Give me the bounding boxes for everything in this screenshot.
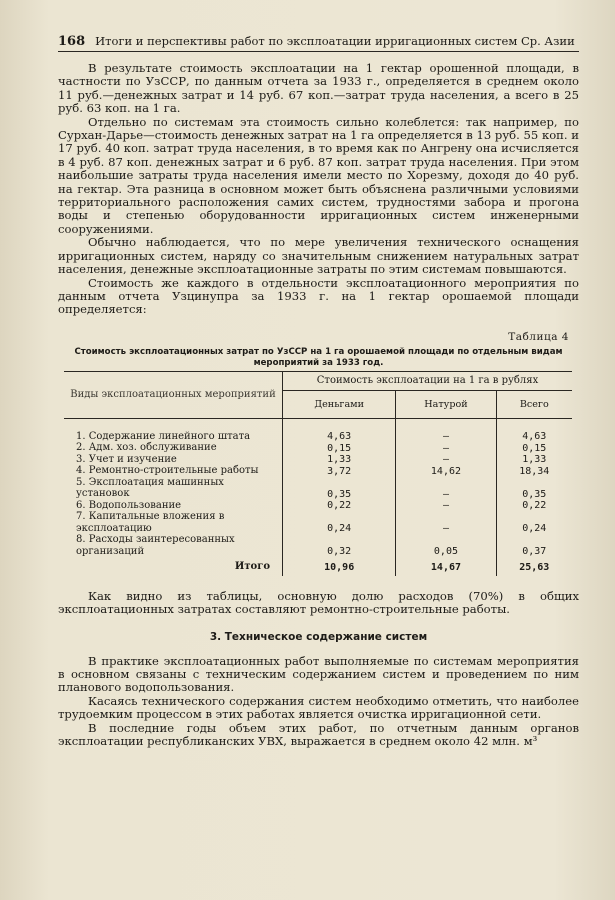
cell-total: 0,37 (496, 534, 572, 557)
body-text-after-table (58, 590, 579, 617)
cell-kind: — (396, 418, 496, 442)
paragraph: Касаясь технического содержания систем необходимо отметить, что наиболее трудоемким процессом в этих работах является очистка ирригационной сети. (58, 693, 579, 722)
cell-total: 0,35 (496, 477, 572, 500)
paragraph: Обычно наблюдается, что по мере увеличения технического оснащения ирригационных систем, наряду со значительным снижением натуральных затрат населения, денежные эксплоатационные затраты по этим системам повышаются. (58, 235, 579, 277)
cell-money: 0,35 (283, 477, 396, 500)
body-text-top (58, 62, 579, 317)
col-header-money: Деньгами (283, 390, 396, 418)
total-label: Итого (234, 561, 270, 573)
cell-kind: 14,62 (396, 465, 496, 477)
cell-total: 0,22 (496, 500, 572, 512)
table-total-row (64, 557, 572, 576)
row-label: 5. Эксплоатация машинных установок (76, 476, 224, 500)
row-label: 6. Водопользование (76, 499, 182, 511)
cell-total: 18,34 (496, 465, 572, 477)
table-row (64, 442, 572, 454)
running-header (58, 34, 579, 52)
cell-total: 0,24 (496, 511, 572, 534)
cell-total: 4,63 (496, 418, 572, 442)
table-row (64, 534, 572, 557)
cell-kind: — (396, 500, 496, 512)
cost-table (64, 371, 572, 576)
paragraph: Стоимость же каждого в отдельности эксплоатационного мероприятия по данным отчета Узцинупра за 1933 г. на 1 гектар орошаемой площади определяется: (58, 275, 579, 317)
cell-kind: 0,05 (396, 534, 496, 557)
table-row (64, 477, 572, 500)
col-header-total: Всего (496, 390, 572, 418)
col-header-activity: Виды эксплоатационных мероприятий (64, 371, 283, 418)
cell-kind: — (396, 477, 496, 500)
row-label: 8. Расходы заинтересованных организаций (76, 534, 235, 557)
table-row (64, 465, 572, 477)
row-label: 4. Ремонтно-строительные работы (76, 465, 259, 477)
table-title: Стоимость эксплоатационных затрат по УзССР на 1 га орошаемой площади по отдельным видам мероприятий за 1933 год. (74, 346, 563, 368)
cell-kind: — (396, 454, 496, 466)
cell-kind: — (396, 442, 496, 454)
cell-total: 0,15 (496, 442, 572, 454)
cell-money: 4,63 (283, 418, 396, 442)
cell-money: 10,96 (283, 557, 396, 576)
cell-money: 0,32 (283, 534, 396, 557)
paragraph: В последние годы объем этих работ, по отчетным данным органов эксплоатации республиканских УВХ, выражается в среднем около 42 млн. м³ (58, 720, 579, 748)
table-row (64, 511, 572, 534)
paragraph: В результате стоимость эксплоатации на 1 гектар орошенной площади, в частности по УзССР, по данным отчета за 1933 г., определяется в среднем около 11 руб.—денежных затрат и 14 руб. 67 коп.—затрат труда населения, а всего в 25 руб. 63 коп. на 1 га. (58, 61, 579, 116)
row-label: 2. Адм. хоз. обслуживание (76, 442, 217, 454)
cell-total: 1,33 (496, 454, 572, 466)
cell-money: 0,15 (283, 442, 396, 454)
col-header-group: Стоимость эксплоатации на 1 га в рублях (283, 371, 573, 390)
paragraph: В практике эксплоатационных работ выполняемые по системам мероприятия в основном связаны с техническим содержанием систем и проведением по ним планового водопользования. (58, 653, 579, 695)
table-row (64, 454, 572, 466)
running-title: Итоги и перспективы работ по эксплоатации ирригационных систем Ср. Азии (95, 34, 575, 48)
table-number: Таблица 4 (508, 330, 569, 343)
body-text-bottom (58, 655, 579, 749)
cell-money: 0,24 (283, 511, 396, 534)
table-row (64, 418, 572, 442)
cell-total: 25,63 (496, 557, 572, 576)
table-row (64, 500, 572, 512)
cell-kind: 14,67 (396, 557, 496, 576)
paragraph: Как видно из таблицы, основную долю расходов (70%) в общих эксплоатационных затратах составляют ремонтно-строительные работы. (58, 588, 579, 617)
cell-kind: — (396, 511, 496, 534)
row-label: 7. Капитальные вложения в эксплоатацию (76, 511, 225, 534)
row-label: 3. Учет и изучение (76, 453, 177, 465)
paragraph: Отдельно по системам эта стоимость сильно колеблется: так например, по Сурхан-Дарье—стоимость денежных затрат на 1 га определяется в 13 руб. 55 коп. и 17 руб. 40 коп. затрат труда населения, в то время как по Ангрену она исчисляется в 4 руб. 87 коп. денежных затрат и 6 руб. 87 коп. затрат труда населения. При этом наибольшие затраты труда населения имели место по Хорезму, доходя до 40 руб. на гектар. Эта разница в основном может быть объяснена различными условиями территориального расположения самих систем, трудностями забора и прогона воды и степенью оборудованности ирригационных систем инженерными сооружениями. (58, 114, 579, 236)
row-label: 1. Содержание линейного штата (76, 430, 251, 442)
cell-money: 1,33 (283, 454, 396, 466)
col-header-kind: Натурой (396, 390, 496, 418)
page-number: 168 (58, 34, 86, 49)
cell-money: 3,72 (283, 465, 396, 477)
cell-money: 0,22 (283, 500, 396, 512)
section-heading: 3. Техническое содержание систем (209, 630, 428, 643)
